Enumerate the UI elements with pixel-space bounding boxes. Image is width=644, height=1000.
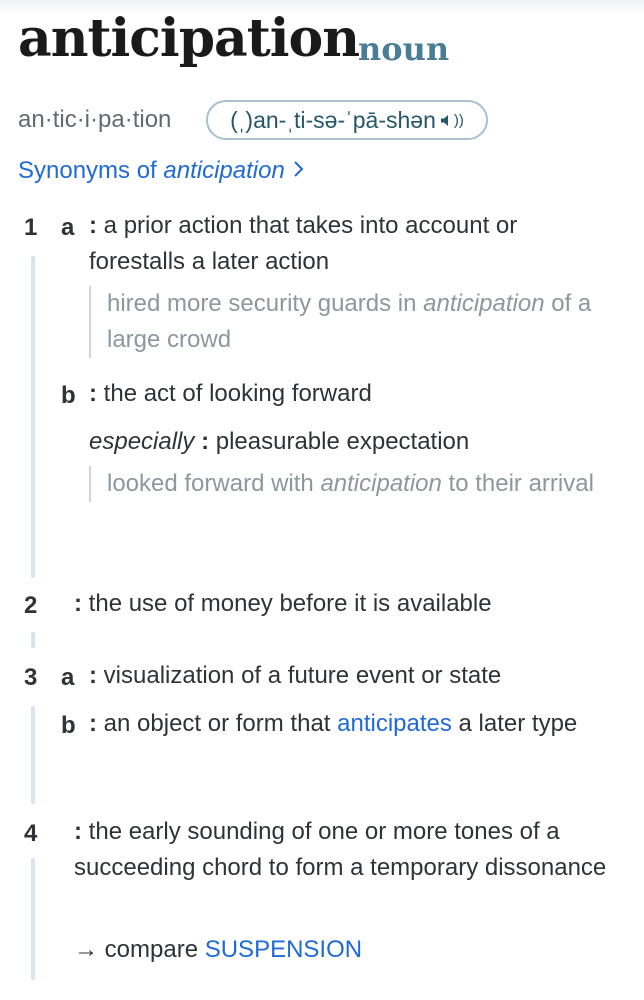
especially-definition-1b: especially : pleasurable expectation	[89, 428, 470, 455]
synonyms-link-word: anticipation	[163, 157, 285, 184]
pronunciation-text: (ˌ)an-ˌti-sə-ˈpā-shən	[230, 106, 436, 133]
sense-letter-1a: a	[61, 214, 75, 241]
definition-3b: : an object or form that anticipates a later type	[89, 710, 578, 737]
anticipates-link[interactable]: anticipates	[337, 710, 452, 737]
definition-2: : the use of money before it is available	[74, 590, 492, 617]
sense-letter-3b: b	[61, 712, 76, 739]
sense-number-2: 2	[24, 592, 38, 619]
arrow-right-icon: →	[74, 936, 98, 963]
syllabification: an·tic·i·pa·tion	[18, 106, 172, 133]
chevron-right-icon	[293, 158, 304, 184]
definition-3a: : visualization of a future event or state	[89, 662, 502, 689]
example-1b: looked forward with anticipation to their arrival	[89, 466, 607, 502]
compare-line: → compare SUSPENSION	[74, 936, 363, 963]
definition-1b: : the act of looking forward	[89, 380, 372, 407]
synonyms-link[interactable]	[18, 157, 304, 185]
synonyms-link-prefix: Synonyms of	[18, 157, 164, 184]
sense-letter-1b: b	[61, 382, 76, 409]
sense-4-bar	[31, 858, 35, 980]
sense-number-1: 1	[24, 214, 38, 241]
pronunciation-button[interactable]	[206, 100, 488, 140]
sense-number-4: 4	[24, 820, 38, 847]
sense-letter-3a: a	[61, 664, 75, 691]
headword: anticipation	[18, 8, 360, 69]
suspension-link[interactable]: SUSPENSION	[204, 936, 363, 963]
definition-1a: : a prior action that takes into account or forestalls a later action	[89, 212, 518, 275]
speaker-icon: ))	[440, 112, 464, 129]
sense-3-bar	[31, 706, 35, 804]
sense-1-bar	[31, 256, 35, 578]
sense-2-bar	[31, 632, 35, 648]
part-of-speech: noun	[358, 30, 450, 68]
definition-4: : the early sounding of one or more tones of a succeeding chord to form a temporary dissonance	[74, 818, 607, 881]
sense-number-3: 3	[24, 664, 38, 691]
example-1a: hired more security guards in anticipation of a large crowd	[89, 286, 619, 358]
